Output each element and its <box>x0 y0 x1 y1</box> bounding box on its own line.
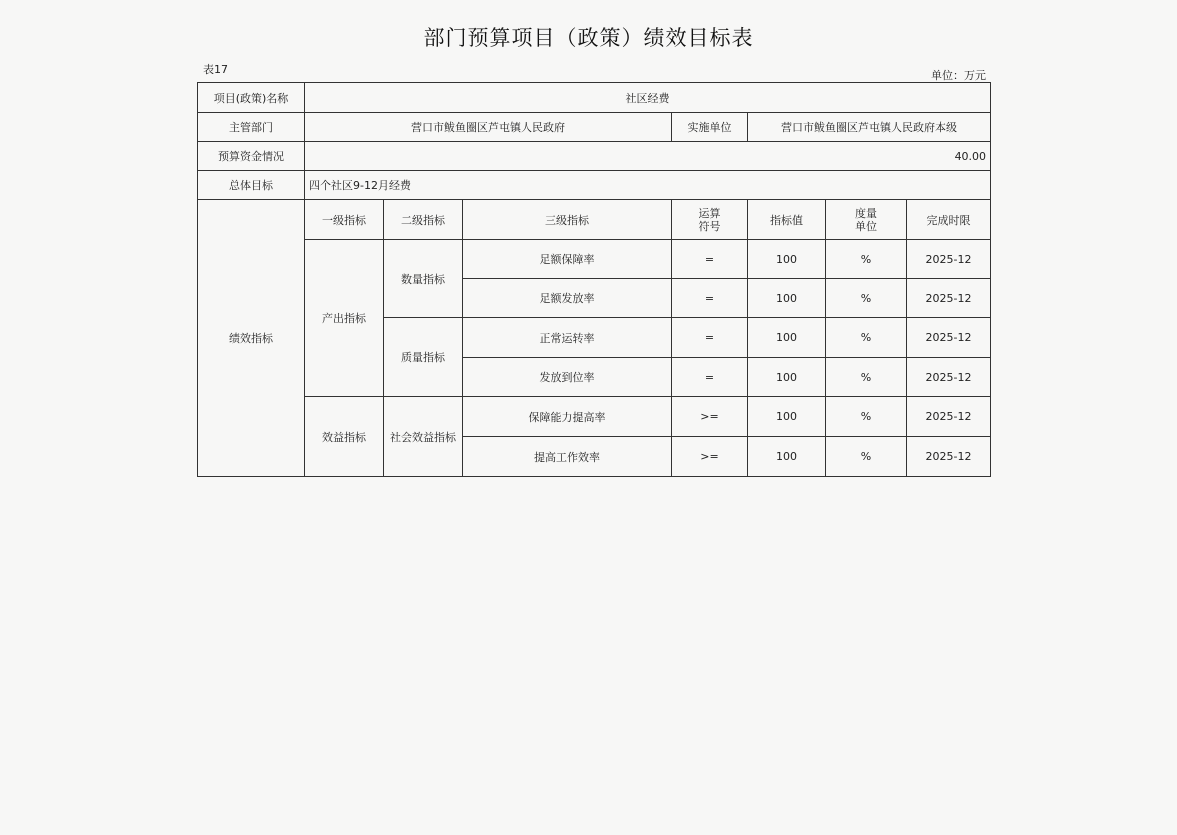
group-benefit: 效益指标 <box>305 397 384 477</box>
item-deadline: 2025-12 <box>907 240 991 279</box>
item-deadline: 2025-12 <box>907 397 991 437</box>
item-value: 100 <box>748 240 826 279</box>
perf-header-row <box>198 200 991 240</box>
item-name: 发放到位率 <box>463 358 672 397</box>
perf-label: 绩效指标 <box>198 200 305 477</box>
item-unit: % <box>826 279 907 318</box>
item-deadline: 2025-12 <box>907 279 991 318</box>
goal-row <box>198 171 991 200</box>
project-name-value: 社区经费 <box>305 83 991 113</box>
budget-row <box>198 142 991 171</box>
item-unit: % <box>826 240 907 279</box>
item-name: 保障能力提高率 <box>463 397 672 437</box>
item-name: 足额发放率 <box>463 279 672 318</box>
header-lvl1: 一级指标 <box>305 200 384 240</box>
item-value: 100 <box>748 397 826 437</box>
item-op: = <box>672 358 748 397</box>
table-number: 表17 <box>203 63 228 76</box>
item-value: 100 <box>748 437 826 477</box>
item-name: 提高工作效率 <box>463 437 672 477</box>
item-deadline: 2025-12 <box>907 318 991 358</box>
item-value: 100 <box>748 358 826 397</box>
project-name-label: 项目(政策)名称 <box>198 83 305 113</box>
header-lvl2: 二级指标 <box>384 200 463 240</box>
impl-label: 实施单位 <box>672 113 748 142</box>
project-name-row <box>198 83 991 113</box>
dept-value: 营口市鲅鱼圈区芦屯镇人民政府 <box>305 113 672 142</box>
goal-label: 总体目标 <box>198 171 305 200</box>
item-op: = <box>672 318 748 358</box>
item-unit: % <box>826 437 907 477</box>
dept-label: 主管部门 <box>198 113 305 142</box>
item-name: 足额保障率 <box>463 240 672 279</box>
header-op <box>672 200 748 240</box>
item-unit: % <box>826 358 907 397</box>
item-unit: % <box>826 318 907 358</box>
item-value: 100 <box>748 318 826 358</box>
table-row <box>198 397 991 437</box>
group-quantity: 数量指标 <box>384 240 463 318</box>
item-op: >= <box>672 397 748 437</box>
impl-value: 营口市鲅鱼圈区芦屯镇人民政府本级 <box>748 113 991 142</box>
item-op: = <box>672 279 748 318</box>
header-value: 指标值 <box>748 200 826 240</box>
goal-value: 四个社区9-12月经费 <box>305 171 991 200</box>
item-deadline: 2025-12 <box>907 437 991 477</box>
header-lvl3: 三级指标 <box>463 200 672 240</box>
item-op: >= <box>672 437 748 477</box>
department-row <box>198 113 991 142</box>
budget-value: 40.00 <box>305 142 991 171</box>
header-op-line2: 符号 <box>698 219 721 233</box>
header-deadline: 完成时限 <box>907 200 991 240</box>
page-title: 部门预算项目（政策）绩效目标表 <box>423 26 754 50</box>
item-name: 正常运转率 <box>463 318 672 358</box>
item-op: = <box>672 240 748 279</box>
group-social: 社会效益指标 <box>384 397 463 477</box>
header-unit-line1: 度量 <box>855 206 877 220</box>
group-quality: 质量指标 <box>384 318 463 397</box>
unit-label: 单位：万元 <box>931 69 986 82</box>
item-value: 100 <box>748 279 826 318</box>
group-output: 产出指标 <box>305 240 384 397</box>
table-row <box>198 240 991 279</box>
item-unit: % <box>826 397 907 437</box>
budget-label: 预算资金情况 <box>198 142 305 171</box>
item-deadline: 2025-12 <box>907 358 991 397</box>
performance-table <box>197 82 991 477</box>
header-unit-line2: 单位 <box>855 219 877 233</box>
header-op-line1: 运算 <box>698 206 721 220</box>
header-unit <box>826 200 907 240</box>
